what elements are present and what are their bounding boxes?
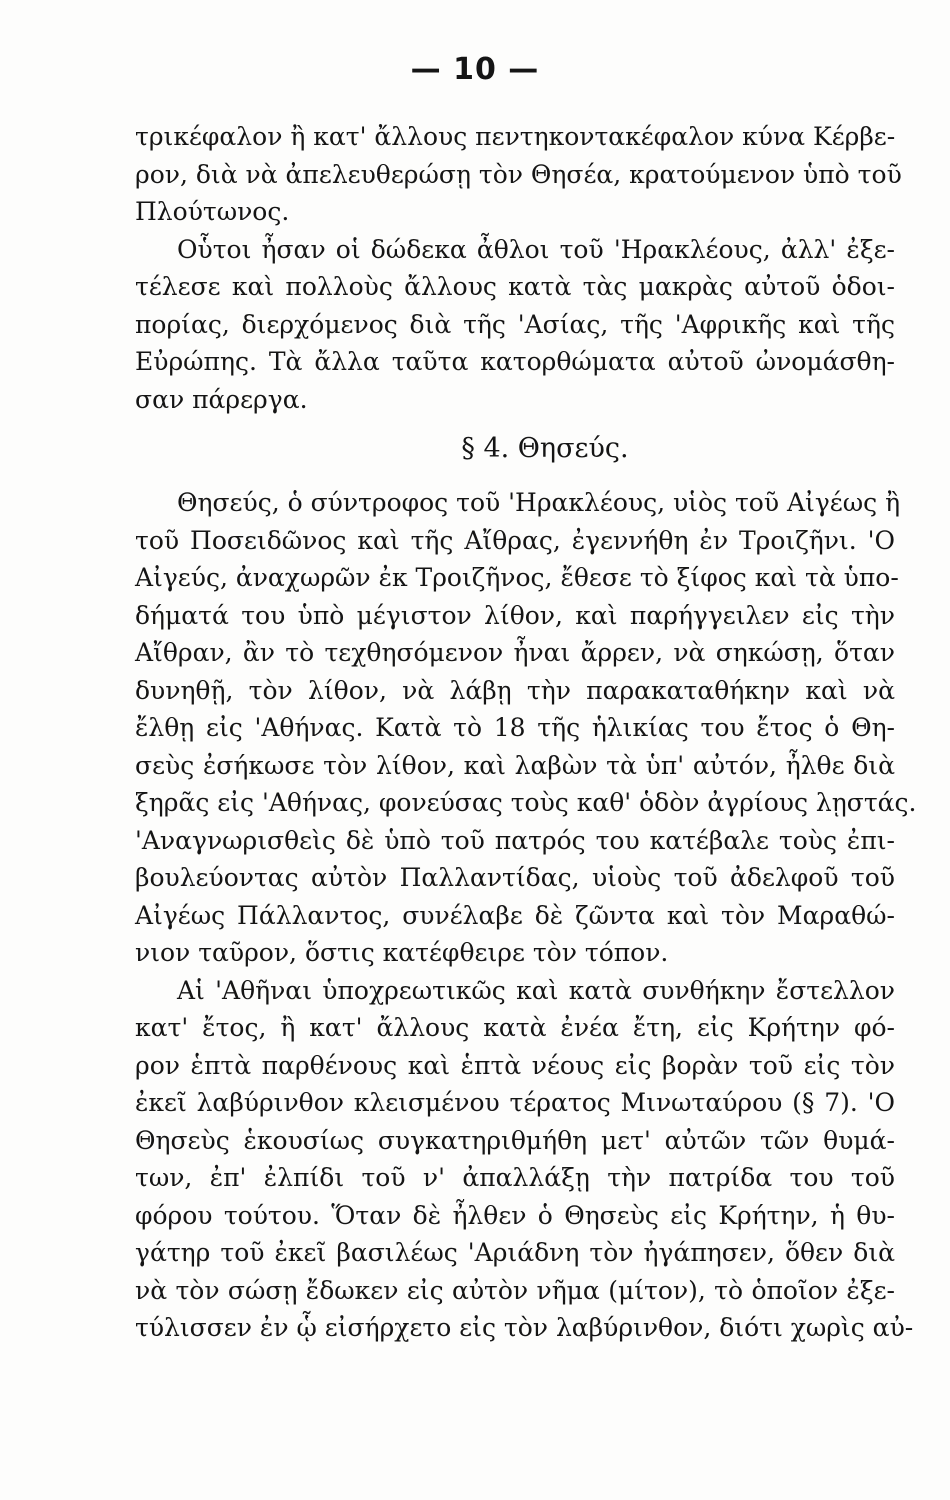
text-line: φόρου τούτου. Ὅταν δὲ ἦλθεν ὁ Θησεὺς εἰς Κρήτην, ἡ θυ- (135, 1200, 895, 1230)
text-line: Θησεύς, ὁ σύντροφος τοῦ 'Ηρακλέους, υἱὸς τοῦ Αἰγέως ἢ (177, 488, 901, 517)
paragraph-2 (135, 231, 895, 419)
text-line: Αἱ 'Αθῆναι ὑποχρεωτικῶς καὶ κατὰ συνθήκην ἔστελλον (177, 975, 895, 1005)
text-line: ἐκεῖ λαβύρινθον κλεισμένου τέρατος Μινωταύρου (§ 7). 'Ο (135, 1088, 895, 1117)
text-line: πορίας, διερχόμενος διὰ τῆς 'Ασίας, τῆς 'Αφρικῆς καὶ τῆς (135, 309, 895, 339)
text-line: νιον ταῦρον, ὅστις κατέφθειρε τὸν τόπον. (135, 938, 669, 967)
text-line: σεὺς ἐσήκωσε τὸν λίθον, καὶ λαβὼν τὰ ὑπ' αὐτόν, ἦλθε διὰ (135, 750, 895, 780)
text-line: δυνηθῇ, τὸν λίθον, νὰ λάβῃ τὴν παρακαταθήκην καὶ νὰ (135, 675, 895, 705)
text-line: ἔλθῃ εἰς 'Αθήνας. Κατὰ τὸ 18 τῆς ἡλικίας του ἔτος ὁ Θη- (135, 713, 895, 742)
text-line: Θησεὺς ἑκουσίως συγκατηριθμήθη μετ' αὐτῶν τῶν θυμά- (135, 1125, 895, 1155)
text-line: 'Αναγνωρισθεὶς δὲ ὑπὸ τοῦ πατρός του κατέβαλε τοὺς ἐπι- (135, 825, 895, 855)
text-line: γάτηρ τοῦ ἐκεῖ βασιλέως 'Αριάδνη τὸν ἠγάπησεν, ὅθεν διὰ (135, 1238, 895, 1267)
text-line: σαν πάρεργα. (135, 384, 308, 414)
page-body (135, 118, 917, 1347)
text-line: κατ' ἔτος, ἢ κατ' ἄλλους κατὰ ἐνέα ἔτη, εἰς Κρήτην φό- (135, 1013, 895, 1042)
text-line: Πλούτωνος. (135, 197, 290, 226)
paragraph-4 (135, 972, 914, 1347)
text-line: ξηρᾶς εἰς 'Αθήνας, φονεύσας τοὺς καθ' ὁδὸν ἀγρίους λῃστάς. (135, 788, 917, 817)
text-line: ρον ἑπτὰ παρθένους καὶ ἑπτὰ νέους εἰς βορὰν τοῦ εἰς τὸν (135, 1050, 895, 1080)
text-line: τοῦ Ποσειδῶνος καὶ τῆς Αἴθρας, ἐγεννήθη ἐν Τροιζῆνι. 'Ο (135, 525, 895, 555)
text-line: Αἰγεύς, ἀναχωρῶν ἐκ Τροιζῆνος, ἔθεσε τὸ ξίφος καὶ τὰ ὑπο- (135, 563, 899, 592)
text-line: Εὐρώπης. Τὰ ἄλλα ταῦτα κατορθώματα αὐτοῦ ὠνομάσθη- (135, 347, 895, 376)
text-line: δήματά του ὑπὸ μέγιστον λίθον, καὶ παρήγγειλεν εἰς τὴν (135, 600, 895, 630)
text-line: ρον, διὰ νὰ ἀπελευθερώσῃ τὸν Θησέα, κρατούμενον ὑπὸ τοῦ (135, 159, 902, 189)
paragraph-3 (135, 484, 917, 972)
text-line: Οὗτοι ἦσαν οἱ δώδεκα ἆθλοι τοῦ 'Ηρακλέους, ἀλλ' ἐξε- (177, 234, 895, 264)
text-line: βουλεύοντας αὐτὸν Παλλαντίδας, υἱοὺς τοῦ ἀδελφοῦ τοῦ (135, 863, 895, 892)
text-line: των, ἐπ' ἐλπίδι τοῦ ν' ἀπαλλάξῃ τὴν πατρίδα του τοῦ (135, 1163, 895, 1192)
text-line: Αἴθραν, ἂν τὸ τεχθησόμενον ἦναι ἄρρεν, νὰ σηκώσῃ, ὅταν (135, 638, 895, 667)
text-line: τρικέφαλον ἢ κατ' ἄλλους πεντηκοντακέφαλον κύνα Κέρβε- (135, 122, 896, 151)
page-number: — 10 — (410, 52, 540, 87)
text-line: Αἰγέως Πάλλαντος, συνέλαβε δὲ ζῶντα καὶ τὸν Μαραθώ- (135, 900, 895, 930)
text-line: τύλισσεν ἐν ᾧ εἰσήρχετο εἰς τὸν λαβύρινθον, διότι χωρὶς αὐ- (135, 1313, 914, 1342)
text-line: τέλεσε καὶ πολλοὺς ἄλλους κατὰ τὰς μακρὰς αὐτοῦ ὁδοι- (135, 272, 895, 301)
section-heading: § 4. Θησεύς. (461, 433, 629, 464)
text-line: νὰ τὸν σώσῃ ἔδωκεν εἰς αὐτὸν νῆμα (μίτον), τὸ ὁποῖον ἐξε- (135, 1275, 895, 1305)
paragraph-1 (135, 118, 902, 231)
